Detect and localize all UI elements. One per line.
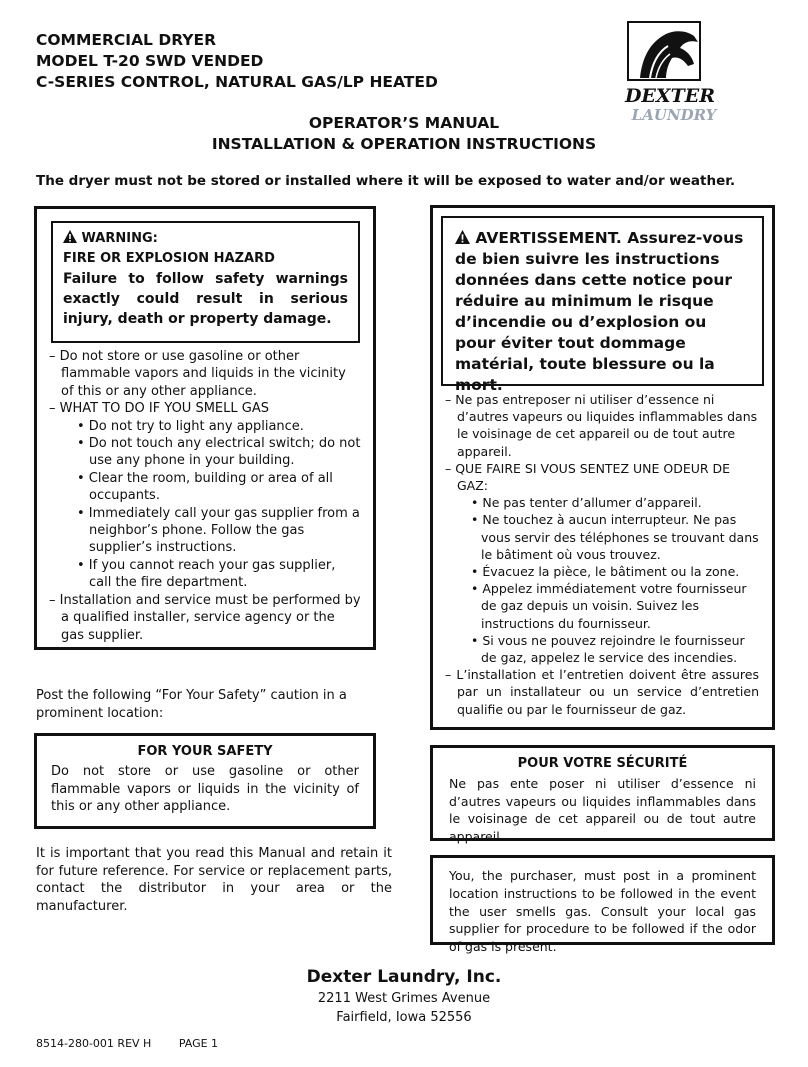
title-line-1: COMMERCIAL DRYER [36, 31, 217, 49]
warning-box [34, 206, 376, 650]
warning-hazard: FIRE OR EXPLOSION HAZARD [63, 251, 275, 266]
purchaser-notice: You, the purchaser, must post in a prominent location instructions to be followed in the event the user smells gas. Consult your local gas supplier for procedure to be followed if the odor of gas is present. [449, 868, 756, 955]
warning-bullet: • Clear the room, building or area of all occupants. [77, 470, 333, 504]
warning-header-box [51, 221, 360, 343]
french-warning-header-box [441, 216, 764, 394]
french-warning-instructions [445, 391, 759, 718]
company-address [0, 989, 808, 1027]
title-line-3: C-SERIES CONTROL, NATURAL GAS/LP HEATED [36, 73, 438, 91]
pour-votre-securite-box [430, 745, 775, 844]
warning-dash-1: – Do not store or use gasoline or other flammable vapors and liquids in the vicinity of this or any other appliance. [49, 349, 346, 399]
brand-dexter: DEXTER [624, 85, 716, 107]
title-line-2: MODEL T-20 SWD VENDED [36, 52, 264, 70]
doc-number: 8514-280-001 REV H [36, 1037, 152, 1050]
warning-bullet: • Do not touch any electrical switch; do not use any phone in your building. [77, 436, 361, 469]
manual-heading [0, 113, 808, 155]
french-warning-box [430, 205, 775, 730]
warning-bullet: • Immediately call your gas supplier from a neighbor’s phone. Follow the gas supplier’s instructions. [77, 505, 360, 556]
french-bullet: • Ne pas tenter d’allumer d’appareil. [471, 495, 702, 511]
pour-votre-securite-body: Ne pas ente poser ni utiliser d’essence ni d’autres vapeurs ou liquides inflammables dans le voisinage de cet appareil ou de tout autre appareil. [449, 776, 756, 844]
warning-title-row [63, 229, 348, 249]
warning-title: WARNING: [81, 231, 158, 246]
warning-dash-2: – WHAT TO DO IF YOU SMELL GAS [49, 401, 269, 417]
warning-triangle-icon [63, 231, 82, 246]
french-bullet: • Si vous ne pouvez rejoindre le fournisseur de gaz, appelez le service des incendies. [471, 632, 745, 666]
company-street: 2211 West Grimes Avenue [317, 991, 491, 1006]
brand-laundry: LAUNDRY [631, 106, 717, 124]
warning-triangle-icon [455, 229, 475, 247]
dexter-laundry-logo [600, 20, 740, 125]
page-footer [36, 1037, 242, 1050]
warning-bullet: • Do not try to light any appliance. [77, 418, 304, 434]
manual-subtitle: INSTALLATION & OPERATION INSTRUCTIONS [211, 135, 597, 153]
document-title [36, 30, 438, 93]
french-bullet: • Ne touchez à aucun interrupteur. Ne pas vous servir des téléphones se trouvant dans le bâtiment où vous trouvez. [471, 512, 759, 562]
purchaser-notice-box [430, 855, 775, 955]
warning-body: Failure to follow safety warnings exactly could result in serious injury, death or property damage. [63, 271, 348, 327]
for-your-safety-body: Do not store or use gasoline or other flammable vapors or liquids in the vicinity of this or any other appliance. [51, 764, 359, 814]
french-warning-headline-row [455, 228, 750, 396]
post-caution-text: Post the following “For Your Safety” caution in a prominent location: [36, 688, 347, 721]
for-your-safety-box [34, 733, 376, 829]
french-warning-headline: AVERTISSEMENT. Assurez-vous de bien suivre les instructions données dans cette notice pour réduire au minimum le risque d’incendie ou d’explosion ou pour éviter tout dommage matérial, toute blessure ou la mort. [455, 229, 744, 394]
french-dash-1: – Ne pas entreposer ni utiliser d’essence ni d’autres vapeurs ou liquides inflammables dans le voisinage de cet appareil ou de tout autre appareil. [445, 392, 758, 459]
weather-notice: The dryer must not be stored or installed where it will be exposed to water and/or weather. [36, 173, 736, 189]
warning-dash-3: – Installation and service must be performed by a qualified installer, service agency or the gas supplier. [49, 592, 361, 643]
horse-logo-icon [600, 20, 740, 125]
french-dash-2: – QUE FAIRE SI VOUS SENTEZ UNE ODEUR DE GAZ: [445, 460, 731, 494]
page-number: PAGE 1 [178, 1037, 219, 1050]
for-your-safety-title: FOR YOUR SAFETY [137, 744, 273, 759]
french-bullet: • Appelez immédiatement votre fournisseur de gaz depuis un voisin. Suivez les instructions du fournisseur. [471, 581, 747, 631]
french-bullet: • Évacuez la pièce, le bâtiment ou la zone. [471, 564, 740, 580]
company-name: Dexter Laundry, Inc. [306, 967, 502, 987]
pour-votre-securite-title: POUR VOTRE SÉCURITÉ [517, 756, 688, 771]
warning-instructions [49, 348, 361, 644]
warning-bullet: • If you cannot reach your gas supplier, call the fire department. [77, 557, 336, 591]
manual-title: OPERATOR’S MANUAL [308, 114, 500, 132]
company-city: Fairfield, Iowa 52556 [336, 1010, 472, 1025]
important-notice: It is important that you read this Manual and retain it for future reference. For service or replacement parts, contact the distributor in your area or the manufacturer. [36, 846, 392, 914]
french-dash-3: – L’installation et l’entretien doivent être assures par un installateur ou un service d’entretien qualifie ou par le fournisseur de gaz. [445, 667, 759, 717]
